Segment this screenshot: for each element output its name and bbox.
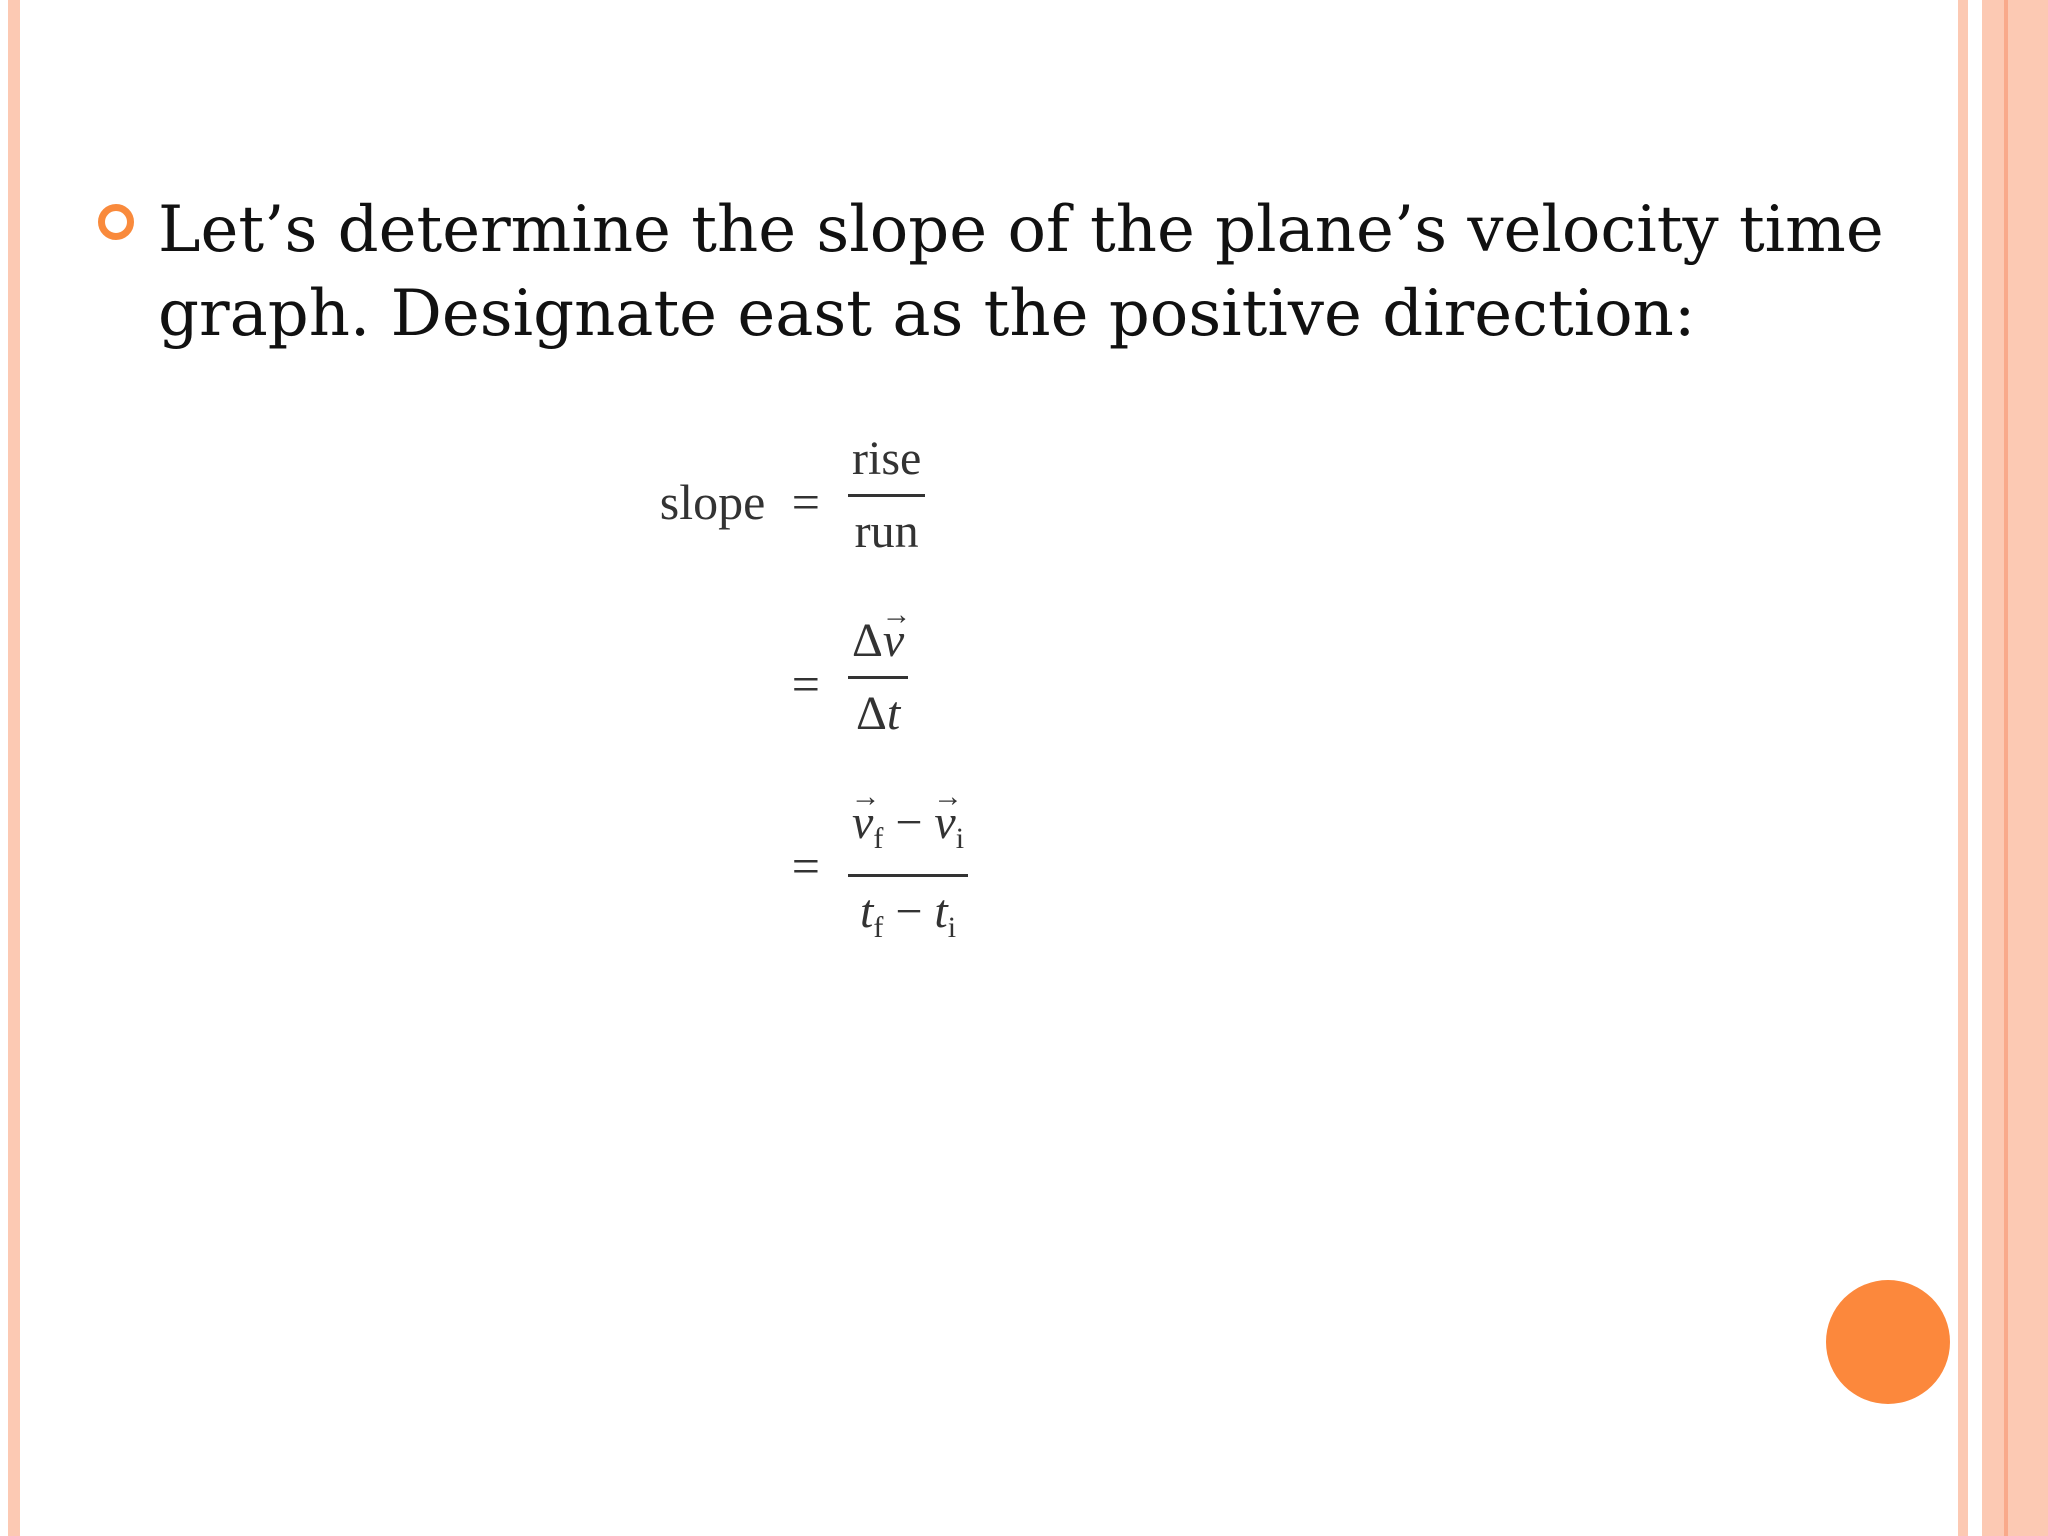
fraction-delta-v-delta-t: [848, 610, 908, 745]
final-time-symbol: t: [859, 885, 874, 938]
decorative-orange-circle: [1826, 1280, 1950, 1404]
equation-row-1: [0, 428, 2048, 588]
equation-lhs: [792, 654, 820, 714]
fraction-denominator: run: [854, 505, 919, 558]
subscript-f: f: [873, 911, 884, 944]
initial-time-symbol: t: [934, 885, 948, 938]
time-symbol: t: [886, 687, 901, 740]
fraction-bar: [848, 494, 925, 497]
bullet-text: Let’s determine the slope of the plane’s velocity time graph. Designate east as the positive direction:: [158, 193, 1884, 351]
slope-label: slope: [659, 474, 766, 530]
fraction-vf-vi-tf-ti: [848, 792, 968, 959]
equals-sign: =: [791, 474, 820, 530]
fraction-denominator: [848, 683, 908, 745]
minus-sign: −: [895, 796, 923, 849]
delta-symbol: Δ: [855, 687, 887, 740]
subscript-f: f: [873, 822, 884, 855]
fraction-numerator: rise: [852, 432, 922, 485]
final-velocity-vector: → v: [852, 792, 873, 854]
subscript-i: i: [955, 822, 965, 855]
subscript-i: i: [947, 911, 957, 944]
fraction-numerator: [848, 610, 908, 672]
fraction-rise-run: [848, 428, 925, 563]
equals-sign: =: [791, 838, 820, 894]
fraction-numerator: [848, 792, 968, 870]
equation-row-3: [0, 792, 2048, 952]
velocity-vector: → v: [883, 610, 904, 672]
equation-lhs: [792, 836, 820, 896]
fraction-bar: [848, 874, 968, 877]
initial-velocity-vector: → v: [934, 792, 955, 854]
minus-sign: −: [895, 885, 923, 938]
ring-bullet-icon: [98, 204, 134, 240]
delta-symbol: Δ: [852, 614, 883, 667]
equals-sign: =: [791, 656, 820, 712]
fraction-bar: [848, 676, 908, 679]
equation-lhs: [660, 472, 820, 532]
fraction-denominator: [848, 881, 968, 959]
equation-row-2: [0, 610, 2048, 770]
